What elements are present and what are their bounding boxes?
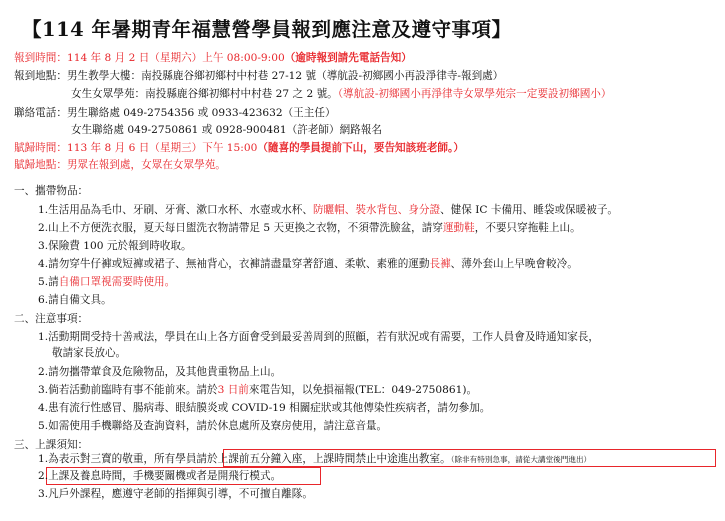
- female-place-note: （導航設-初鄉國小再淨律寺女眾學苑宗一定要設初鄉國小）: [337, 88, 612, 100]
- male-place-line: [14, 69, 503, 83]
- section1-item1: [38, 203, 618, 217]
- item-text: ，不要只穿拖鞋上山。: [474, 222, 581, 234]
- document-title: 【114 年暑期青年福慧營學員報到應注意及遵守事項】: [22, 18, 512, 41]
- item-text: 來電告知，以免損福報(TEL：049-2750861)。: [248, 384, 478, 396]
- return-place: 賦歸地點：男眾在報到處，女眾在女眾學苑。: [14, 159, 226, 171]
- item-text: 1.生活用品為毛巾、牙刷、牙膏、漱口水杯、水壺或水杯、: [38, 204, 313, 216]
- place-label: 報到地點：: [14, 70, 67, 82]
- item-highlight: 3 日前: [217, 384, 249, 396]
- section1-item2: [38, 221, 581, 235]
- section2-item1: 1.活動期間受持十善戒法，學員在山上各方面會受到最妥善周到的照顧，若有狀況或有需要，工作人員會及時通知家長，: [38, 331, 599, 343]
- section1-item5: [38, 275, 175, 289]
- female-phone: 女生聯絡處 049-2750861 或 0928-900481（許老師）網路報名: [71, 124, 382, 136]
- item-highlight: 運動鞋: [442, 222, 475, 234]
- item-text: 5.請: [38, 276, 59, 288]
- phone-label: 聯絡電話：: [14, 107, 67, 119]
- section2-item2: 2.請勿攜帶葷食及危險物品，及其他貴重物品上山。: [38, 366, 282, 378]
- return-value: 113 年 8 月 6 日（星期三）下午 15:00: [66, 142, 258, 154]
- item-text: 2.山上不方便洗衣服，夏天每日盥洗衣物請帶足 5 天更換之衣物，不須帶洗臉盆，請穿: [38, 222, 443, 234]
- section1-item6: 6.請自備文具。: [38, 294, 112, 306]
- male-phone: 男生聯絡處 049-2754356 或 0933-423632（王主任）: [66, 107, 336, 119]
- return-label: 賦歸時間：: [14, 142, 67, 154]
- item-highlight: 長褲: [429, 258, 451, 270]
- return-line: [14, 141, 464, 155]
- section2-heading: 二、注意事項：: [14, 313, 89, 325]
- date-note: （逾時報到請先電話告知）: [284, 52, 412, 64]
- section1-item4: [38, 257, 578, 271]
- item-text: 4.請勿穿牛仔褲或短褲或裙子、無袖背心，衣褲請盡量穿著舒適、柔軟、素雅的運動: [38, 258, 430, 270]
- item-text: 1.為表示對三寶的敬重，所有學員: [38, 453, 197, 465]
- section2-item3: [38, 383, 477, 397]
- female-place: 女生女眾學苑：南投縣鹿谷鄉初鄉村中村巷 27 之 2 號。: [71, 88, 338, 100]
- item-highlight: 自備口罩視需要時使用。: [58, 276, 176, 288]
- item-note: （除非有特別急事，請從大講堂後門進出）: [450, 455, 592, 464]
- male-place: 男生教學大樓：南投縣鹿谷鄉初鄉村中村巷 27-12 號（導航設-初鄉國小再設淨律寺-報到處）: [66, 70, 504, 82]
- section3-item1: [38, 452, 591, 467]
- item-text: 、健保 IC 卡備用、睡袋或保暖被子。: [440, 204, 619, 216]
- section3-item3: 3.凡戶外課程，應遵守老師的指揮與引導，不可擅自離隊。: [38, 488, 313, 500]
- item-rule-text: 上課及養息時間，手機要關機或者是開飛行模式。: [48, 470, 282, 482]
- section2-item1-cont: 敬請家長放心。: [52, 347, 127, 359]
- section1-heading: 一、攜帶物品：: [14, 185, 89, 197]
- return-note: （隨喜的學員提前下山，要告知該班老師。）: [257, 142, 464, 154]
- item-highlight: 防曬帽、裝水背包、身分證: [312, 204, 441, 216]
- item-text: 3.倘若活動前臨時有事不能前來。請於: [38, 384, 218, 396]
- item-rule-text: 請於上課前五分鐘入座，上課時間禁止中途進出教室。: [196, 453, 451, 465]
- section3-heading: 三、上課須知：: [14, 439, 89, 451]
- male-phone-line: [14, 106, 336, 120]
- date-label: 報到時間：: [14, 52, 67, 64]
- item-text: 、薄外套山上早晚會較冷。: [450, 258, 578, 270]
- female-place-line: [71, 87, 611, 101]
- date-line: [14, 51, 412, 65]
- section2-item5: 5.如需使用手機聯絡及查詢資料，請於休息處所及寮房使用，請注意音量。: [38, 420, 388, 432]
- section2-item4: 4.患有流行性感冒、腸病毒、眼結膜炎或 COVID-19 相關症狀或其他傳染性疾病者，請勿參加。: [38, 402, 491, 414]
- section1-item3: 3.保險費 100 元於報到時收取。: [38, 240, 192, 252]
- section3-item2: [38, 469, 281, 483]
- date-value: 114 年 8 月 2 日（星期六）上午 08:00-9:00: [66, 52, 285, 64]
- item-number: 2.: [38, 470, 49, 482]
